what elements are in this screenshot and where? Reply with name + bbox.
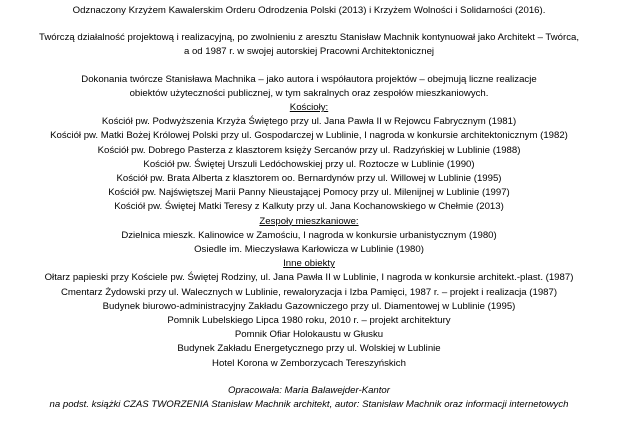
section-heading-other: Inne obiekty [283, 258, 335, 270]
list-item: Osiedle im. Mieczysława Karłowicza w Lublinie (1980) [194, 244, 424, 256]
list-item: Kościół pw. Najświętszej Marii Panny Nieustającej Pomocy przy ul. Milenijnej w Lublinie (1997) [108, 187, 510, 199]
list-item: Budynek biurowo-administracyjny Zakładu Gazowniczego przy ul. Diamentowej w Lublinie (1995) [102, 300, 516, 312]
list-item: Kościół pw. Dobrego Pasterza z klasztorem księży Sercanów przy ul. Radzyńskiej w Lublinie (1988) [97, 144, 521, 156]
spacer [0, 371, 618, 384]
list-item: Kościół pw. Świętej Matki Teresy z Kalkuty przy ul. Jana Kochanowskiego w Chełmie (2013) [114, 201, 504, 213]
list-item: Kościół pw. Świętej Urszuli Ledóchowskiej przy ul. Roztocze w Lublinie (1990) [143, 158, 475, 170]
list-item: Dzielnica mieszk. Kalinowice w Zamościu, I nagroda w konkursie urbanistycznym (1980) [121, 229, 497, 241]
footer-source: na podst. książki CZAS TWORZENIA Stanisław Machnik architekt, autor: Stanisław Machnik oraz informacji internetowych [49, 399, 569, 411]
list-item: Kościół pw. Brata Alberta z klasztorem oo. Bernardynów przy ul. Willowej w Lublinie (1995) [116, 173, 502, 185]
list-item: Kościół pw. Matki Bożej Królowej Polski przy ul. Gospodarczej w Lublinie, I nagroda w konkursie architektonicznym (1982) [50, 130, 568, 142]
section-heading-churches: Kościoły: [289, 102, 329, 114]
awards-text: Odznaczony Krzyżem Kawalerskim Orderu Odrodzenia Polski (2013) i Krzyżem Wolności i Solidarności (2016). [72, 5, 546, 16]
list-item: Ołtarz papieski przy Kościele pw. Świętej Rodziny, ul. Jana Pawła II w Lublinie, I nagroda w konkursie architekt.-plast. (1987) [44, 272, 574, 284]
footer-author: Opracowała: Maria Balawejder-Kantor [228, 384, 390, 396]
spacer [0, 60, 618, 73]
list-item: Pomnik Lubelskiego Lipca 1980 roku, 2010 r. – projekt architektury [167, 315, 451, 327]
list-item: Pomnik Ofiar Holokaustu w Głusku [234, 329, 384, 341]
list-item: Hotel Korona w Zemborzycach Tereszyńskich [212, 357, 406, 369]
activity-text-line-1: Twórczą działalność projektową i realizacyjną, po zwolnieniu z aresztu Stanisław Machnik kontynuował jako Architekt – Twórca, [39, 32, 579, 44]
list-item: Kościół pw. Podwyższenia Krzyża Świętego przy ul. Jana Pawła II w Rejowcu Fabrycznym (1981) [101, 116, 517, 128]
list-item: Cmentarz Żydowski przy ul. Walecznych w Lublinie, rewaloryzacja i Izba Pamięci, 1987 r. – projekt i realizacja (1987) [60, 286, 558, 298]
activity-text-line-2: a od 1987 r. w swojej autorskiej Pracowni Architektonicznej [183, 46, 435, 58]
spacer [0, 18, 618, 31]
section-heading-housing: Zespoły mieszkaniowe: [259, 215, 359, 227]
achievements-text-line-1: Dokonania twórcze Stanisława Machnika – jako autora i współautora projektów – obejmują liczne realizacje [81, 73, 537, 85]
list-item: Budynek Zakładu Energetycznego przy ul. Wolskiej w Lublinie [177, 343, 441, 355]
achievements-text-line-2: obiektów użyteczności publicznej, w tym sakralnych oraz zespołów mieszkaniowych. [129, 87, 489, 99]
